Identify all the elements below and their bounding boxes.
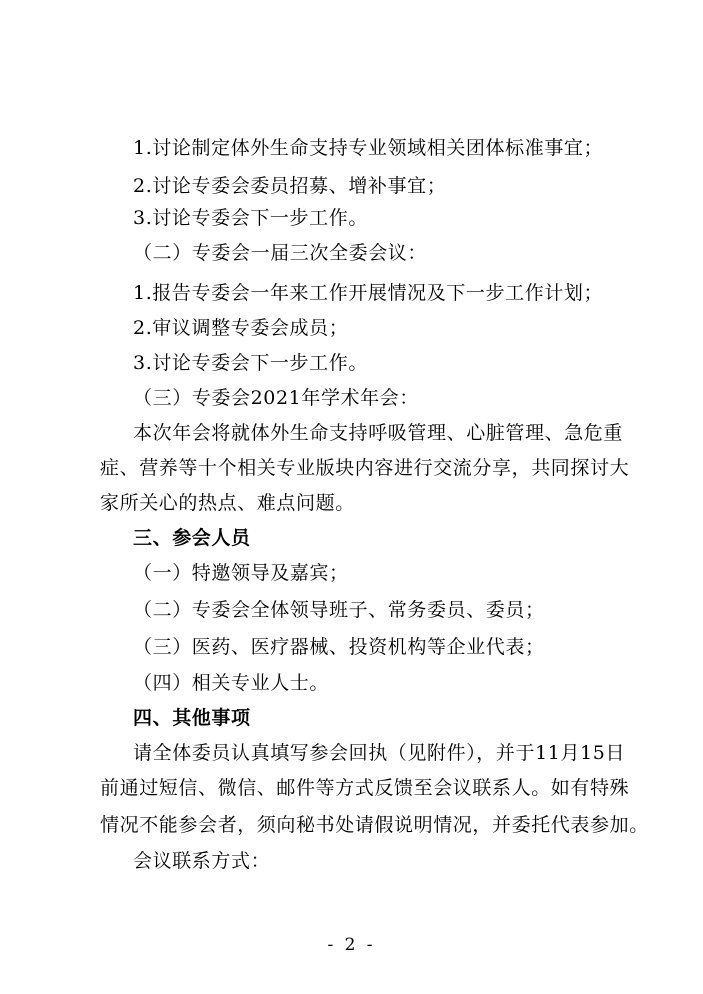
- heading-other-matters: 四、其他事项: [133, 707, 251, 729]
- contact-info-label: 会议联系方式：: [133, 850, 271, 872]
- paragraph-other-line-1: 请全体委员认真填写参会回执（见附件），并于11月15日: [133, 742, 626, 764]
- paragraph-conference-line-2: 症、营养等十个相关专业版块内容进行交流分享，共同探讨大: [100, 457, 630, 479]
- attendee-item-1: （一）特邀领导及嘉宾；: [133, 562, 349, 584]
- section-annual-conference: （三）专委会2021年学术年会：: [133, 387, 419, 409]
- page-number: - 2 -: [327, 935, 376, 955]
- paragraph-conference-line-3: 家所关心的热点、难点问题。: [100, 492, 355, 514]
- heading-attendees: 三、参会人员: [133, 527, 251, 549]
- paragraph-other-line-3: 情况不能参会者，须向秘书处请假说明情况，并委托代表参加。: [100, 814, 649, 836]
- paragraph-conference-line-1: 本次年会将就体外生命支持呼吸管理、心脏管理、急危重: [133, 422, 624, 444]
- paragraph-other-line-2: 前通过短信、微信、邮件等方式反馈至会议联系人。如有特殊: [100, 777, 630, 799]
- section-plenary-meeting: （二）专委会一届三次全委会议：: [133, 242, 428, 264]
- attendee-item-4: （四）相关专业人士。: [133, 672, 330, 694]
- agenda-item-2-2: 2.审议调整专委会成员；: [133, 317, 349, 339]
- agenda-item-1-1: 1.讨论制定体外生命支持专业领域相关团体标准事宜；: [133, 137, 604, 159]
- agenda-item-2-1: 1.报告专委会一年来工作开展情况及下一步工作计划；: [133, 282, 604, 304]
- agenda-item-1-2: 2.讨论专委会委员招募、增补事宜；: [133, 175, 447, 197]
- attendee-item-2: （二）专委会全体领导班子、常务委员、委员；: [133, 599, 545, 621]
- attendee-item-3: （三）医药、医疗器械、投资机构等企业代表；: [133, 636, 545, 658]
- agenda-item-2-3: 3.讨论专委会下一步工作。: [133, 352, 368, 374]
- agenda-item-1-3: 3.讨论专委会下一步工作。: [133, 207, 368, 229]
